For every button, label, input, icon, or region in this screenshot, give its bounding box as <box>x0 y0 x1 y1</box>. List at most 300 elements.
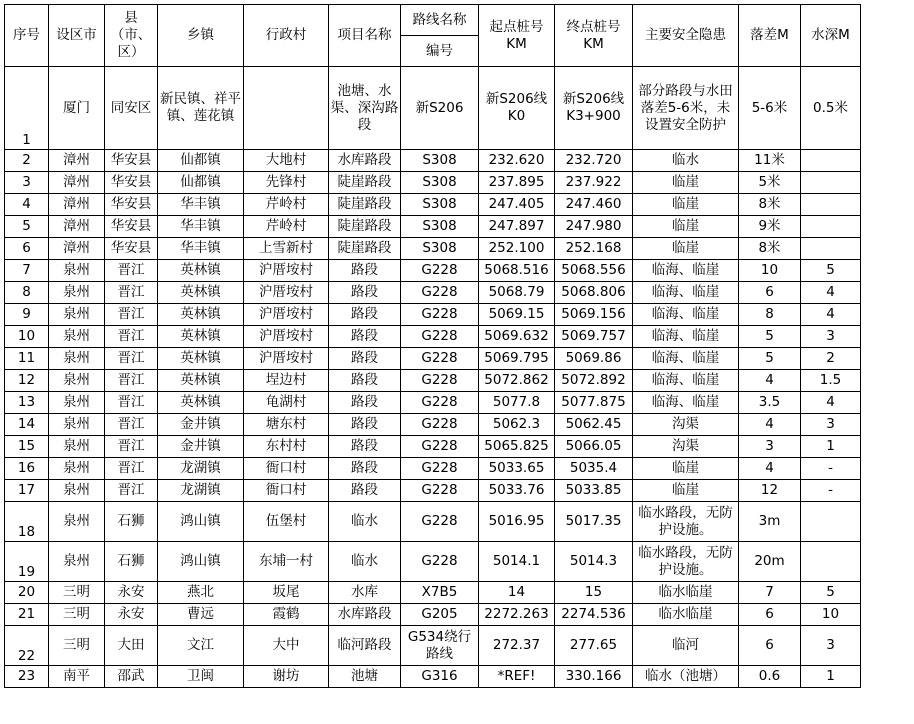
table-row <box>5 67 911 150</box>
cell-village: 沪厝垵村 <box>244 304 329 326</box>
cell-county: 晋江 <box>105 414 158 436</box>
table-row <box>5 326 911 348</box>
cell-county: 华安县 <box>105 172 158 194</box>
cell-end: 232.720 <box>555 150 633 172</box>
cell-seq: 13 <box>5 392 49 414</box>
header-route-code: 编号 <box>401 36 479 67</box>
cell-end: 5014.3 <box>555 542 633 582</box>
cell-depth: 10 <box>801 604 861 626</box>
cell-depth: 4 <box>801 392 861 414</box>
cell-depth <box>801 194 861 216</box>
cell-end: 277.65 <box>555 626 633 666</box>
header-project: 项目名称 <box>329 5 401 67</box>
cell-city: 漳州 <box>49 172 105 194</box>
cell-end: 15 <box>555 582 633 604</box>
cell-hazard: 临水临崖 <box>633 604 739 626</box>
cell-code: G228 <box>401 542 479 582</box>
cell-seq: 22 <box>5 626 49 666</box>
cell-project: 池塘、水渠、深沟路段 <box>329 67 401 150</box>
cell-village: 先锋村 <box>244 172 329 194</box>
table-row <box>5 304 911 326</box>
cell-seq: 3 <box>5 172 49 194</box>
cell-project: 水库 <box>329 582 401 604</box>
cell-city: 泉州 <box>49 458 105 480</box>
cell-project: 陡崖路段 <box>329 238 401 260</box>
cell-end: 5069.757 <box>555 326 633 348</box>
cell-drop: 4 <box>739 414 801 436</box>
cell-depth: 3 <box>801 626 861 666</box>
cell-depth: - <box>801 458 861 480</box>
cell-city: 泉州 <box>49 282 105 304</box>
table-row <box>5 260 911 282</box>
cell-project: 池塘 <box>329 666 401 688</box>
cell-drop: 3.5 <box>739 392 801 414</box>
cell-village: 龟湖村 <box>244 392 329 414</box>
cell-village: 霞鹤 <box>244 604 329 626</box>
cell-city: 三明 <box>49 604 105 626</box>
cell-seq: 23 <box>5 666 49 688</box>
cell-drop: 8米 <box>739 238 801 260</box>
cell-seq: 8 <box>5 282 49 304</box>
cell-drop: 3 <box>739 436 801 458</box>
cell-drop: 4 <box>739 370 801 392</box>
cell-county: 石狮 <box>105 542 158 582</box>
cell-city: 泉州 <box>49 542 105 582</box>
cell-start: 247.405 <box>479 194 555 216</box>
table-row <box>5 194 911 216</box>
cell-village: 沪厝垵村 <box>244 348 329 370</box>
cell-end: 5035.4 <box>555 458 633 480</box>
cell-drop: 7 <box>739 582 801 604</box>
cell-hazard: 临海、临崖 <box>633 348 739 370</box>
cell-city: 三明 <box>49 582 105 604</box>
cell-hazard: 临海、临崖 <box>633 326 739 348</box>
cell-code: S308 <box>401 238 479 260</box>
cell-county: 华安县 <box>105 194 158 216</box>
cell-end: 5066.05 <box>555 436 633 458</box>
cell-drop: 6 <box>739 604 801 626</box>
cell-county: 晋江 <box>105 436 158 458</box>
cell-county: 邵武 <box>105 666 158 688</box>
cell-drop: 10 <box>739 260 801 282</box>
cell-project: 临水 <box>329 502 401 542</box>
cell-depth: 0.5米 <box>801 67 861 150</box>
hazard-table <box>4 4 911 688</box>
header-town: 乡镇 <box>158 5 244 67</box>
cell-town: 英林镇 <box>158 370 244 392</box>
table-row <box>5 436 911 458</box>
cell-seq: 12 <box>5 370 49 392</box>
table-row <box>5 172 911 194</box>
table-row <box>5 458 911 480</box>
cell-project: 陡崖路段 <box>329 172 401 194</box>
header-depth: 水深M <box>801 5 861 67</box>
cell-start: 5069.632 <box>479 326 555 348</box>
cell-county: 晋江 <box>105 304 158 326</box>
cell-depth <box>801 502 861 542</box>
cell-drop: 5 <box>739 326 801 348</box>
cell-hazard: 沟渠 <box>633 414 739 436</box>
cell-seq: 21 <box>5 604 49 626</box>
cell-city: 泉州 <box>49 260 105 282</box>
table-body <box>5 67 911 688</box>
cell-code: G228 <box>401 502 479 542</box>
cell-end: 5068.556 <box>555 260 633 282</box>
cell-seq: 5 <box>5 216 49 238</box>
cell-project: 路段 <box>329 458 401 480</box>
cell-village <box>244 67 329 150</box>
header-drop: 落差M <box>739 5 801 67</box>
cell-start: *REF! <box>479 666 555 688</box>
cell-project: 水库路段 <box>329 604 401 626</box>
cell-hazard: 临水临崖 <box>633 582 739 604</box>
header-hazard: 主要安全隐患 <box>633 5 739 67</box>
cell-project: 临水 <box>329 542 401 582</box>
cell-code: S308 <box>401 172 479 194</box>
cell-village: 衙口村 <box>244 480 329 502</box>
cell-depth: - <box>801 480 861 502</box>
cell-start: 5069.795 <box>479 348 555 370</box>
cell-start: 5065.825 <box>479 436 555 458</box>
cell-depth <box>801 150 861 172</box>
table-row <box>5 542 911 582</box>
cell-hazard: 沟渠 <box>633 436 739 458</box>
cell-hazard: 临崖 <box>633 238 739 260</box>
header-row <box>5 5 911 36</box>
cell-drop: 5 <box>739 348 801 370</box>
cell-drop: 20m <box>739 542 801 582</box>
cell-county: 大田 <box>105 626 158 666</box>
cell-depth: 5 <box>801 260 861 282</box>
cell-hazard: 临崖 <box>633 194 739 216</box>
cell-drop: 12 <box>739 480 801 502</box>
cell-county: 晋江 <box>105 370 158 392</box>
cell-seq: 14 <box>5 414 49 436</box>
cell-seq: 16 <box>5 458 49 480</box>
cell-start: 14 <box>479 582 555 604</box>
cell-project: 路段 <box>329 326 401 348</box>
cell-drop: 4 <box>739 458 801 480</box>
cell-city: 泉州 <box>49 480 105 502</box>
cell-village: 伍堡村 <box>244 502 329 542</box>
cell-county: 石狮 <box>105 502 158 542</box>
cell-project: 路段 <box>329 370 401 392</box>
cell-hazard: 部分路段与水田落差5-6米，未设置安全防护 <box>633 67 739 150</box>
cell-end: 237.922 <box>555 172 633 194</box>
cell-drop: 9米 <box>739 216 801 238</box>
cell-village: 沪厝垵村 <box>244 326 329 348</box>
cell-drop: 8米 <box>739 194 801 216</box>
cell-drop: 11米 <box>739 150 801 172</box>
cell-drop: 8 <box>739 304 801 326</box>
cell-start: 252.100 <box>479 238 555 260</box>
cell-village: 埕边村 <box>244 370 329 392</box>
cell-project: 临河路段 <box>329 626 401 666</box>
cell-hazard: 临海、临崖 <box>633 260 739 282</box>
cell-county: 永安 <box>105 582 158 604</box>
cell-village: 大地村 <box>244 150 329 172</box>
cell-end: 330.166 <box>555 666 633 688</box>
cell-village: 芹岭村 <box>244 216 329 238</box>
cell-start: 5062.3 <box>479 414 555 436</box>
cell-start: 2272.263 <box>479 604 555 626</box>
cell-depth: 1 <box>801 666 861 688</box>
cell-end: 5068.806 <box>555 282 633 304</box>
cell-code: G228 <box>401 458 479 480</box>
cell-county: 晋江 <box>105 260 158 282</box>
table-row <box>5 502 911 542</box>
cell-town: 金井镇 <box>158 414 244 436</box>
cell-project: 路段 <box>329 260 401 282</box>
cell-city: 漳州 <box>49 194 105 216</box>
table-row <box>5 216 911 238</box>
cell-end: 新S206线K3+900 <box>555 67 633 150</box>
header-county: 县（市、区） <box>105 5 158 67</box>
table-row <box>5 414 911 436</box>
cell-village: 塘东村 <box>244 414 329 436</box>
cell-code: G534绕行路线 <box>401 626 479 666</box>
cell-county: 晋江 <box>105 480 158 502</box>
cell-town: 英林镇 <box>158 326 244 348</box>
cell-depth <box>801 172 861 194</box>
cell-seq: 17 <box>5 480 49 502</box>
cell-end: 5062.45 <box>555 414 633 436</box>
cell-city: 厦门 <box>49 67 105 150</box>
cell-town: 英林镇 <box>158 392 244 414</box>
header-end: 终点桩号 KM <box>555 5 633 67</box>
cell-code: G228 <box>401 348 479 370</box>
cell-village: 芹岭村 <box>244 194 329 216</box>
cell-hazard: 临海、临崖 <box>633 370 739 392</box>
table-row <box>5 582 911 604</box>
cell-end: 5033.85 <box>555 480 633 502</box>
cell-depth: 3 <box>801 414 861 436</box>
cell-code: G316 <box>401 666 479 688</box>
cell-town: 华丰镇 <box>158 216 244 238</box>
cell-seq: 20 <box>5 582 49 604</box>
cell-city: 漳州 <box>49 150 105 172</box>
cell-town: 燕北 <box>158 582 244 604</box>
cell-seq: 7 <box>5 260 49 282</box>
cell-city: 泉州 <box>49 348 105 370</box>
cell-seq: 10 <box>5 326 49 348</box>
cell-town: 龙湖镇 <box>158 458 244 480</box>
cell-town: 文江 <box>158 626 244 666</box>
cell-drop: 6 <box>739 282 801 304</box>
cell-start: 237.895 <box>479 172 555 194</box>
cell-hazard: 临海、临崖 <box>633 282 739 304</box>
cell-hazard: 临崖 <box>633 172 739 194</box>
cell-depth: 3 <box>801 326 861 348</box>
cell-drop: 0.6 <box>739 666 801 688</box>
table-row <box>5 392 911 414</box>
cell-code: G228 <box>401 304 479 326</box>
cell-town: 卫闽 <box>158 666 244 688</box>
header-start: 起点桩号 KM <box>479 5 555 67</box>
cell-start: 5014.1 <box>479 542 555 582</box>
cell-town: 英林镇 <box>158 260 244 282</box>
cell-code: S308 <box>401 216 479 238</box>
cell-hazard: 临崖 <box>633 458 739 480</box>
cell-start: 5069.15 <box>479 304 555 326</box>
cell-end: 252.168 <box>555 238 633 260</box>
cell-town: 英林镇 <box>158 348 244 370</box>
cell-code: G228 <box>401 326 479 348</box>
cell-hazard: 临海、临崖 <box>633 304 739 326</box>
cell-project: 路段 <box>329 436 401 458</box>
cell-city: 泉州 <box>49 326 105 348</box>
cell-project: 路段 <box>329 348 401 370</box>
cell-project: 路段 <box>329 414 401 436</box>
cell-start: 5068.516 <box>479 260 555 282</box>
header-city: 设区市 <box>49 5 105 67</box>
cell-seq: 15 <box>5 436 49 458</box>
cell-town: 龙湖镇 <box>158 480 244 502</box>
cell-depth: 2 <box>801 348 861 370</box>
cell-city: 泉州 <box>49 436 105 458</box>
cell-start: 新S206线K0 <box>479 67 555 150</box>
table-row <box>5 626 911 666</box>
cell-village: 谢坊 <box>244 666 329 688</box>
cell-town: 金井镇 <box>158 436 244 458</box>
cell-town: 曹远 <box>158 604 244 626</box>
cell-hazard: 临崖 <box>633 216 739 238</box>
cell-county: 华安县 <box>105 150 158 172</box>
cell-code: G228 <box>401 260 479 282</box>
cell-depth: 4 <box>801 282 861 304</box>
cell-county: 永安 <box>105 604 158 626</box>
cell-village: 大中 <box>244 626 329 666</box>
cell-hazard: 临崖 <box>633 480 739 502</box>
cell-code: G228 <box>401 370 479 392</box>
cell-start: 5016.95 <box>479 502 555 542</box>
cell-county: 华安县 <box>105 238 158 260</box>
cell-drop: 3m <box>739 502 801 542</box>
cell-code: G228 <box>401 414 479 436</box>
cell-code: G228 <box>401 392 479 414</box>
cell-seq: 4 <box>5 194 49 216</box>
cell-hazard: 临海、临崖 <box>633 392 739 414</box>
cell-code: X7B5 <box>401 582 479 604</box>
cell-code: S308 <box>401 150 479 172</box>
cell-seq: 9 <box>5 304 49 326</box>
cell-end: 5017.35 <box>555 502 633 542</box>
cell-village: 东埔一村 <box>244 542 329 582</box>
cell-end: 247.980 <box>555 216 633 238</box>
cell-seq: 1 <box>5 67 49 150</box>
cell-seq: 6 <box>5 238 49 260</box>
table-row <box>5 666 911 688</box>
cell-hazard: 临水（池塘） <box>633 666 739 688</box>
table-row <box>5 238 911 260</box>
cell-start: 5033.76 <box>479 480 555 502</box>
cell-seq: 2 <box>5 150 49 172</box>
cell-town: 华丰镇 <box>158 238 244 260</box>
cell-town: 鸿山镇 <box>158 542 244 582</box>
table-row <box>5 604 911 626</box>
cell-city: 泉州 <box>49 304 105 326</box>
cell-start: 5033.65 <box>479 458 555 480</box>
cell-town: 英林镇 <box>158 282 244 304</box>
cell-code: G205 <box>401 604 479 626</box>
cell-project: 路段 <box>329 480 401 502</box>
cell-drop: 5-6米 <box>739 67 801 150</box>
cell-hazard: 临河 <box>633 626 739 666</box>
cell-county: 华安县 <box>105 216 158 238</box>
header-route-name: 路线名称 <box>401 5 479 36</box>
cell-city: 南平 <box>49 666 105 688</box>
cell-depth <box>801 238 861 260</box>
cell-project: 路段 <box>329 304 401 326</box>
cell-depth <box>801 216 861 238</box>
cell-end: 5072.892 <box>555 370 633 392</box>
cell-seq: 11 <box>5 348 49 370</box>
cell-code: G228 <box>401 436 479 458</box>
cell-project: 路段 <box>329 392 401 414</box>
cell-code: 新S206 <box>401 67 479 150</box>
cell-village: 坂尾 <box>244 582 329 604</box>
cell-project: 水库路段 <box>329 150 401 172</box>
cell-start: 272.37 <box>479 626 555 666</box>
cell-end: 247.460 <box>555 194 633 216</box>
cell-code: G228 <box>401 282 479 304</box>
header-village: 行政村 <box>244 5 329 67</box>
cell-hazard: 临水 <box>633 150 739 172</box>
cell-depth: 1 <box>801 436 861 458</box>
cell-depth <box>801 542 861 582</box>
cell-start: 247.897 <box>479 216 555 238</box>
cell-town: 仙都镇 <box>158 172 244 194</box>
cell-county: 晋江 <box>105 392 158 414</box>
table-row <box>5 150 911 172</box>
cell-village: 衙口村 <box>244 458 329 480</box>
header-seq: 序号 <box>5 5 49 67</box>
cell-city: 泉州 <box>49 502 105 542</box>
cell-county: 晋江 <box>105 326 158 348</box>
cell-city: 泉州 <box>49 370 105 392</box>
table-row <box>5 348 911 370</box>
cell-city: 三明 <box>49 626 105 666</box>
cell-city: 泉州 <box>49 414 105 436</box>
cell-county: 同安区 <box>105 67 158 150</box>
cell-start: 5072.862 <box>479 370 555 392</box>
cell-end: 5069.86 <box>555 348 633 370</box>
cell-town: 英林镇 <box>158 304 244 326</box>
cell-end: 5077.875 <box>555 392 633 414</box>
cell-seq: 18 <box>5 502 49 542</box>
cell-town: 鸿山镇 <box>158 502 244 542</box>
cell-town: 新民镇、祥平镇、莲花镇 <box>158 67 244 150</box>
cell-hazard: 临水路段，无防护设施。 <box>633 502 739 542</box>
cell-town: 华丰镇 <box>158 194 244 216</box>
cell-city: 泉州 <box>49 392 105 414</box>
cell-code: S308 <box>401 194 479 216</box>
cell-start: 5068.79 <box>479 282 555 304</box>
table-row <box>5 282 911 304</box>
cell-village: 上雪新村 <box>244 238 329 260</box>
cell-project: 陡崖路段 <box>329 216 401 238</box>
cell-drop: 5米 <box>739 172 801 194</box>
cell-depth: 4 <box>801 304 861 326</box>
table-row <box>5 370 911 392</box>
cell-village: 沪厝垵村 <box>244 282 329 304</box>
cell-end: 5069.156 <box>555 304 633 326</box>
cell-village: 东村村 <box>244 436 329 458</box>
cell-county: 晋江 <box>105 348 158 370</box>
cell-village: 沪厝垵村 <box>244 260 329 282</box>
cell-start: 232.620 <box>479 150 555 172</box>
cell-hazard: 临水路段，无防护设施。 <box>633 542 739 582</box>
